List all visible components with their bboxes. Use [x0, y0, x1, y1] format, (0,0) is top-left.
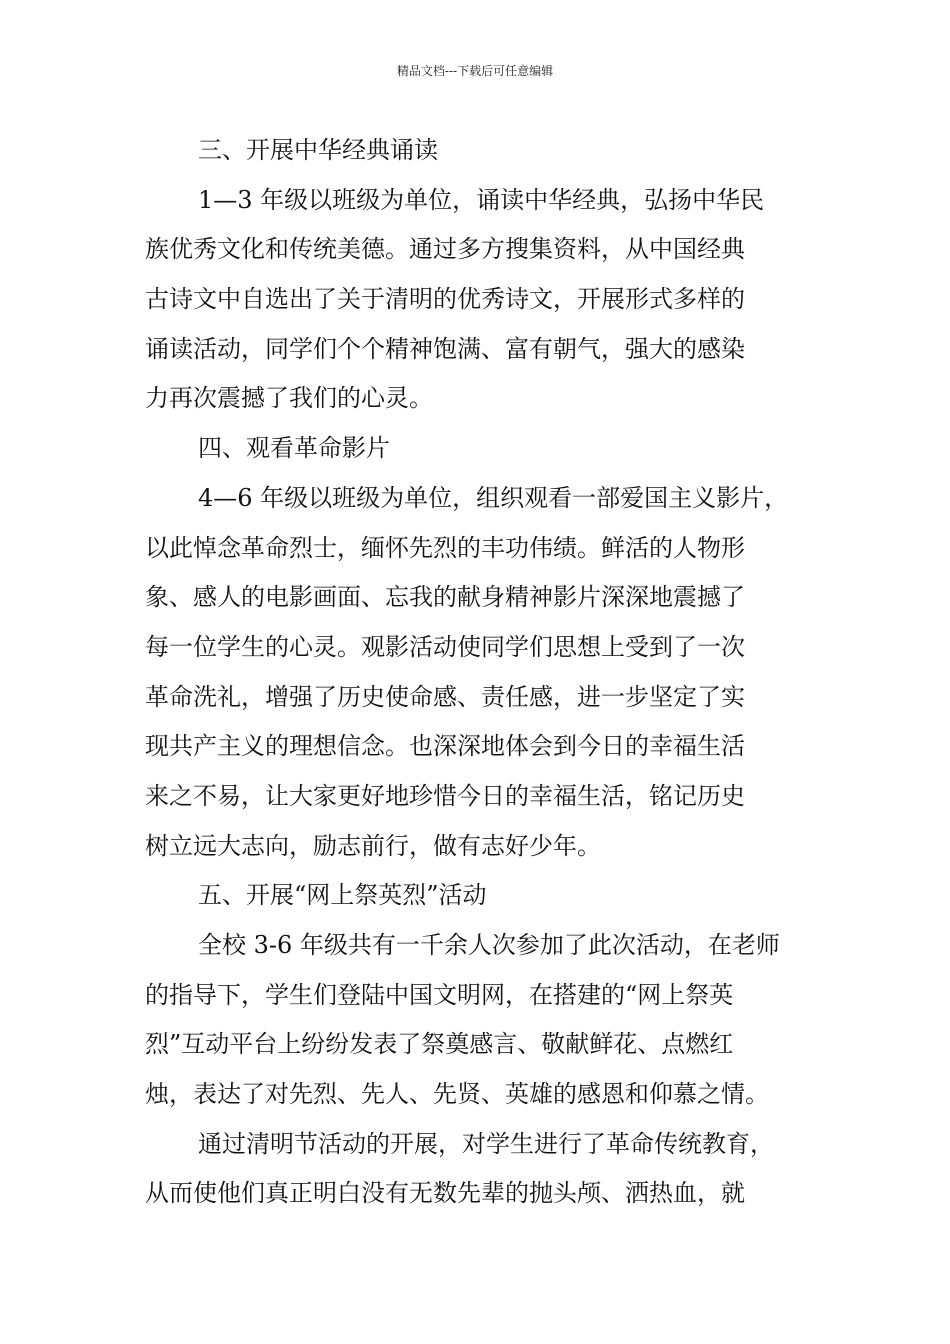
text-line: 树立远大志向，励志前行，做有志好少年。 [145, 831, 601, 860]
text-line: 五、开展“网上祭英烈”活动 [198, 881, 487, 910]
text-line: 革命洗礼，增强了历史使命感、责任感，进一步坚定了实 [145, 682, 745, 711]
text-line: 烛，表达了对先烈、先人、先贤、英雄的感恩和仰慕之情。 [145, 1080, 769, 1109]
text-line: 现共产主义的理想信念。也深深地体会到今日的幸福生活 [145, 732, 745, 761]
text-line: 来之不易，让大家更好地珍惜今日的幸福生活，铭记历史 [145, 781, 745, 810]
text-line: 古诗文中自选出了关于清明的优秀诗文，开展形式多样的 [145, 285, 745, 314]
text-line: 从而使他们真正明白没有无数先辈的抛头颅、洒热血，就 [145, 1179, 745, 1208]
text-line: 烈”互动平台上纷纷发表了祭奠感言、敬献鲜花、点燃红 [145, 1030, 734, 1059]
document-body [145, 126, 825, 1219]
text-line: 4—6 年级以班级为单位，组织观看一部爱国主义影片， [198, 483, 789, 512]
text-line: 诵读活动，同学们个个精神饱满、富有朝气，强大的感染 [145, 334, 745, 363]
page-header: 精品文档---下载后可任意编辑 [396, 64, 554, 78]
text-line: 的指导下，学生们登陆中国文明网，在搭建的“网上祭英 [145, 980, 734, 1009]
text-line: 三、开展中华经典诵读 [198, 136, 438, 164]
text-line: 力再次震撼了我们的心灵。 [145, 384, 433, 413]
text-line: 1—3 年级以班级为单位，诵读中华经典，弘扬中华民 [198, 185, 765, 214]
text-line: 每一位学生的心灵。观影活动使同学们思想上受到了一次 [145, 632, 745, 661]
text-line: 以此悼念革命烈士，缅怀先烈的丰功伟绩。鲜活的人物形 [145, 533, 745, 562]
text-line: 四、观看革命影片 [198, 434, 390, 463]
text-line: 象、感人的电影画面、忘我的献身精神影片深深地震撼了 [145, 583, 745, 612]
text-line: 全校 3-6 年级共有一千余人次参加了此次活动，在老师 [198, 931, 780, 959]
text-line: 通过清明节活动的开展，对学生进行了革命传统教育， [198, 1129, 774, 1158]
text-line: 族优秀文化和传统美德。通过多方搜集资料，从中国经典 [145, 235, 745, 264]
